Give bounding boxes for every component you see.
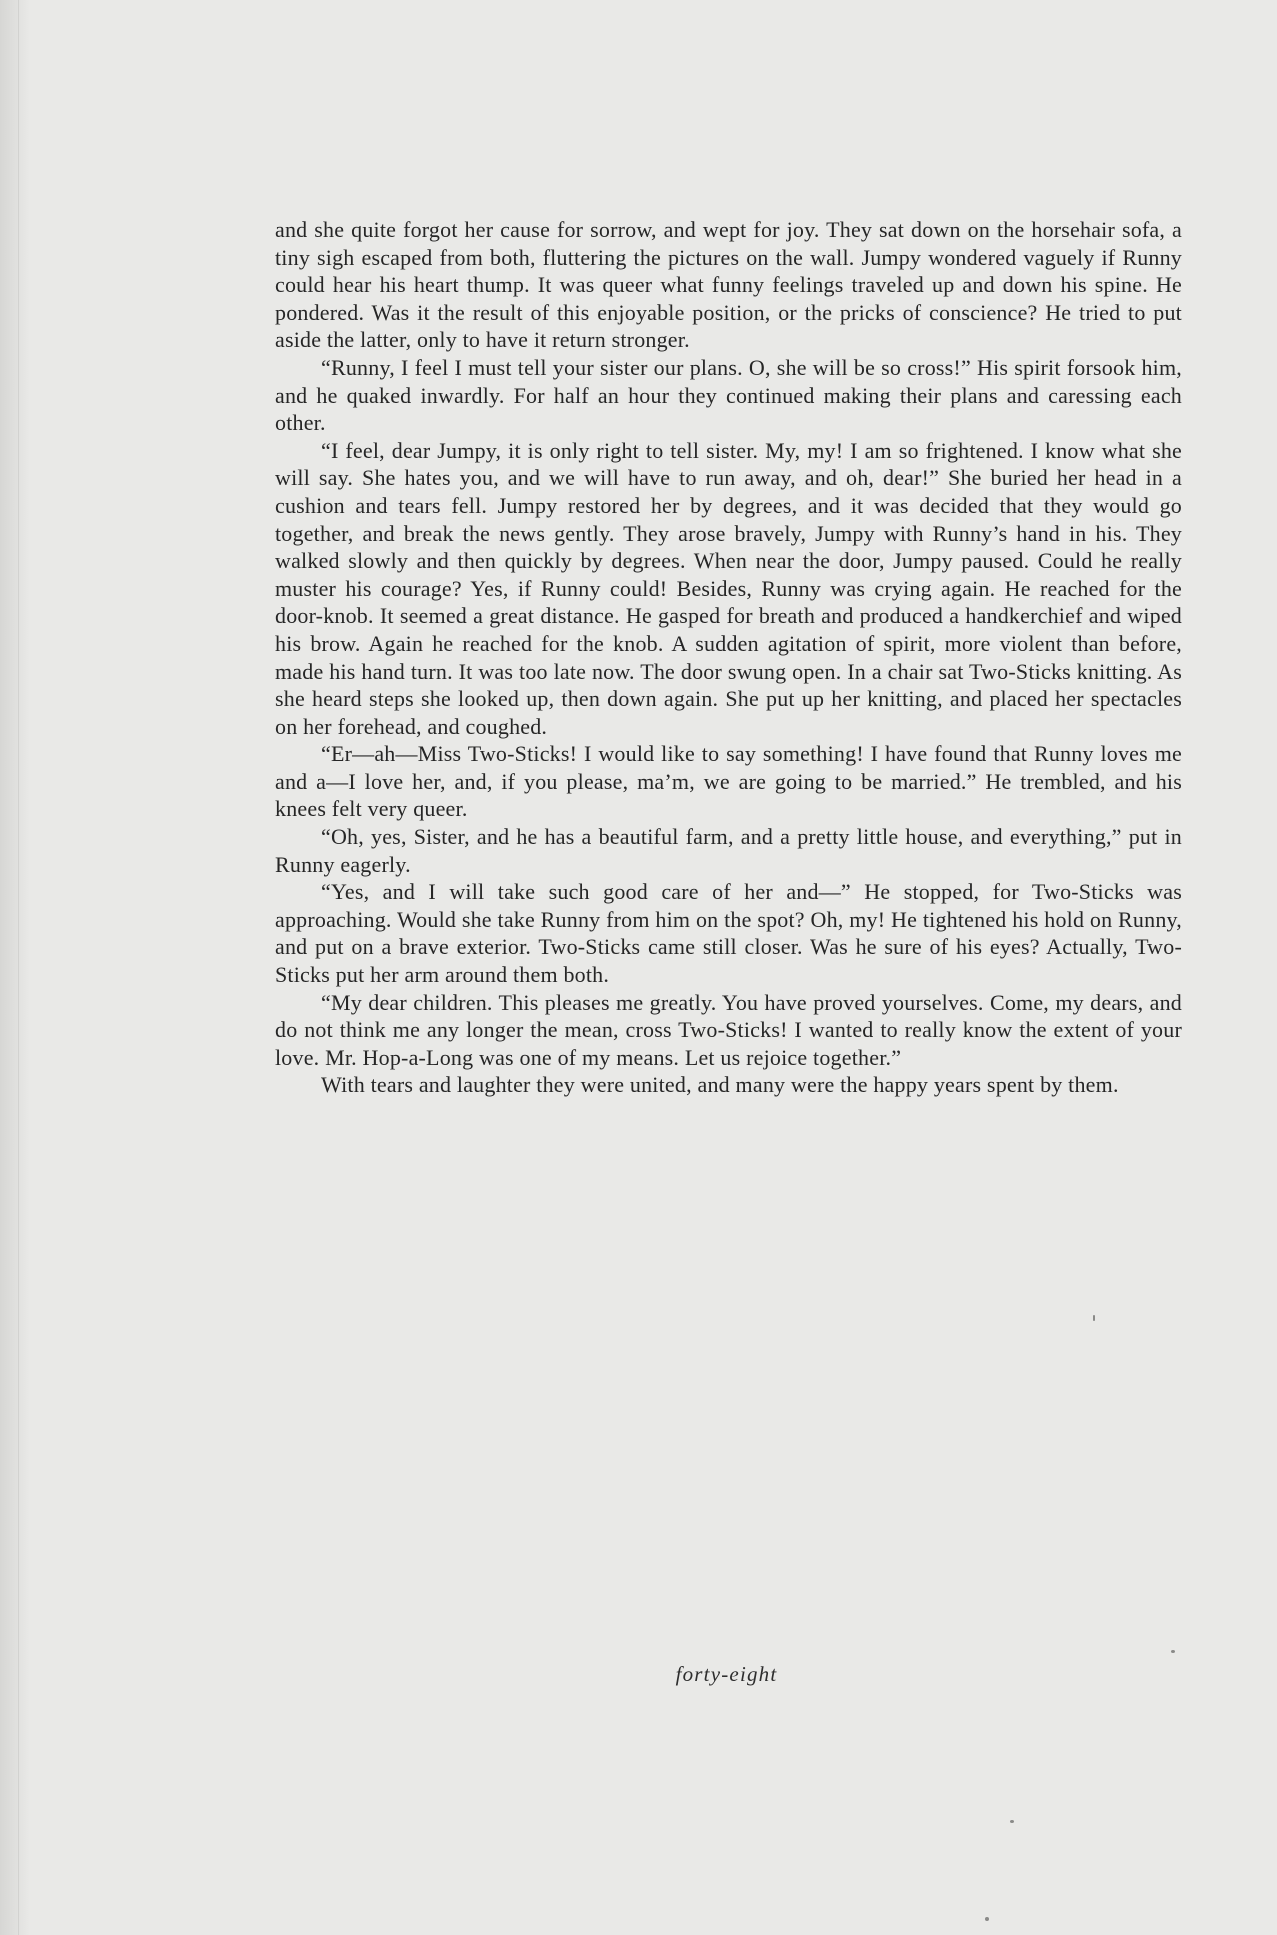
page-gutter-shadow [0, 0, 30, 1935]
paper-speck [1171, 1650, 1175, 1653]
paragraph: “Runny, I feel I must tell your sister our plans. O, she will be so cross!” His spirit forsook him, and he quaked inwardly. For half an hour they continued making their plans and caressing each other. [275, 354, 1182, 436]
paragraph: and she quite forgot her cause for sorrow, and wept for joy. They sat down on the horsehair sofa, a tiny sigh escaped from both, fluttering the pictures on the wall. Jumpy wondered vaguely if Runny could hear his heart thump. It was queer what funny feelings traveled up and down his spine. He pondered. Was it the result of this enjoyable position, or the pricks of conscience? He tried to put aside the latter, only to have it return stronger. [275, 217, 1182, 353]
paper-speck [1093, 1315, 1095, 1321]
paragraph: “Yes, and I will take such good care of her and—” He stopped, for Two-Sticks was approaching. Would she take Runny from him on the spot? Oh, my! He tightened his hold on Runny, and put on a brave exterior. Two-Sticks came still closer. Was he sure of his eyes? Actually, Two-Sticks put her arm around them both. [275, 879, 1182, 988]
paragraph: “Er—ah—Miss Two-Sticks! I would like to say something! I have found that Runny loves me and a—I love her, and, if you please, ma’m, we are going to be married.” He trembled, and his knees felt very queer. [275, 741, 1182, 822]
paper-speck [985, 1917, 989, 1921]
page-gutter-line [18, 0, 19, 1935]
page-number: forty-eight [675, 1662, 778, 1686]
story-text [275, 216, 1182, 1099]
paragraph: “I feel, dear Jumpy, it is only right to tell sister. My, my! I am so frightened. I know what she will say. She hates you, and we will have to run away, and oh, dear!” She buried her head in a cushion and tears fell. Jumpy restored her by degrees, and it was decided that they would go together, and break the news gently. They arose bravely, Jumpy with Runny’s hand in his. They walked slowly and then quickly by degrees. When near the door, Jumpy paused. Could he really muster his courage? Yes, if Runny could! Besides, Runny was crying again. He reached for the door-knob. It seemed a great distance. He gasped for breath and produced a handkerchief and wiped his brow. Again he reached for the knob. A sudden agitation of spirit, more violent than before, made his hand turn. It was too late now. The door swung open. In a chair sat Two-Sticks knitting. As she heard steps she looked up, then down again. She put up her knitting, and placed her spectacles on her forehead, and coughed. [275, 437, 1182, 739]
paragraph: “Oh, yes, Sister, and he has a beautiful farm, and a pretty little house, and everything,” put in Runny eagerly. [275, 824, 1182, 877]
paragraph: “My dear children. This pleases me greatly. You have proved yourselves. Come, my dears, and do not think me any longer the mean, cross Two-Sticks! I wanted to really know the extent of your love. Mr. Hop-a-Long was one of my means. Let us rejoice together.” [275, 989, 1182, 1070]
paper-speck [1010, 1820, 1014, 1823]
paragraph: With tears and laughter they were united, and many were the happy years spent by them. [321, 1072, 1119, 1098]
